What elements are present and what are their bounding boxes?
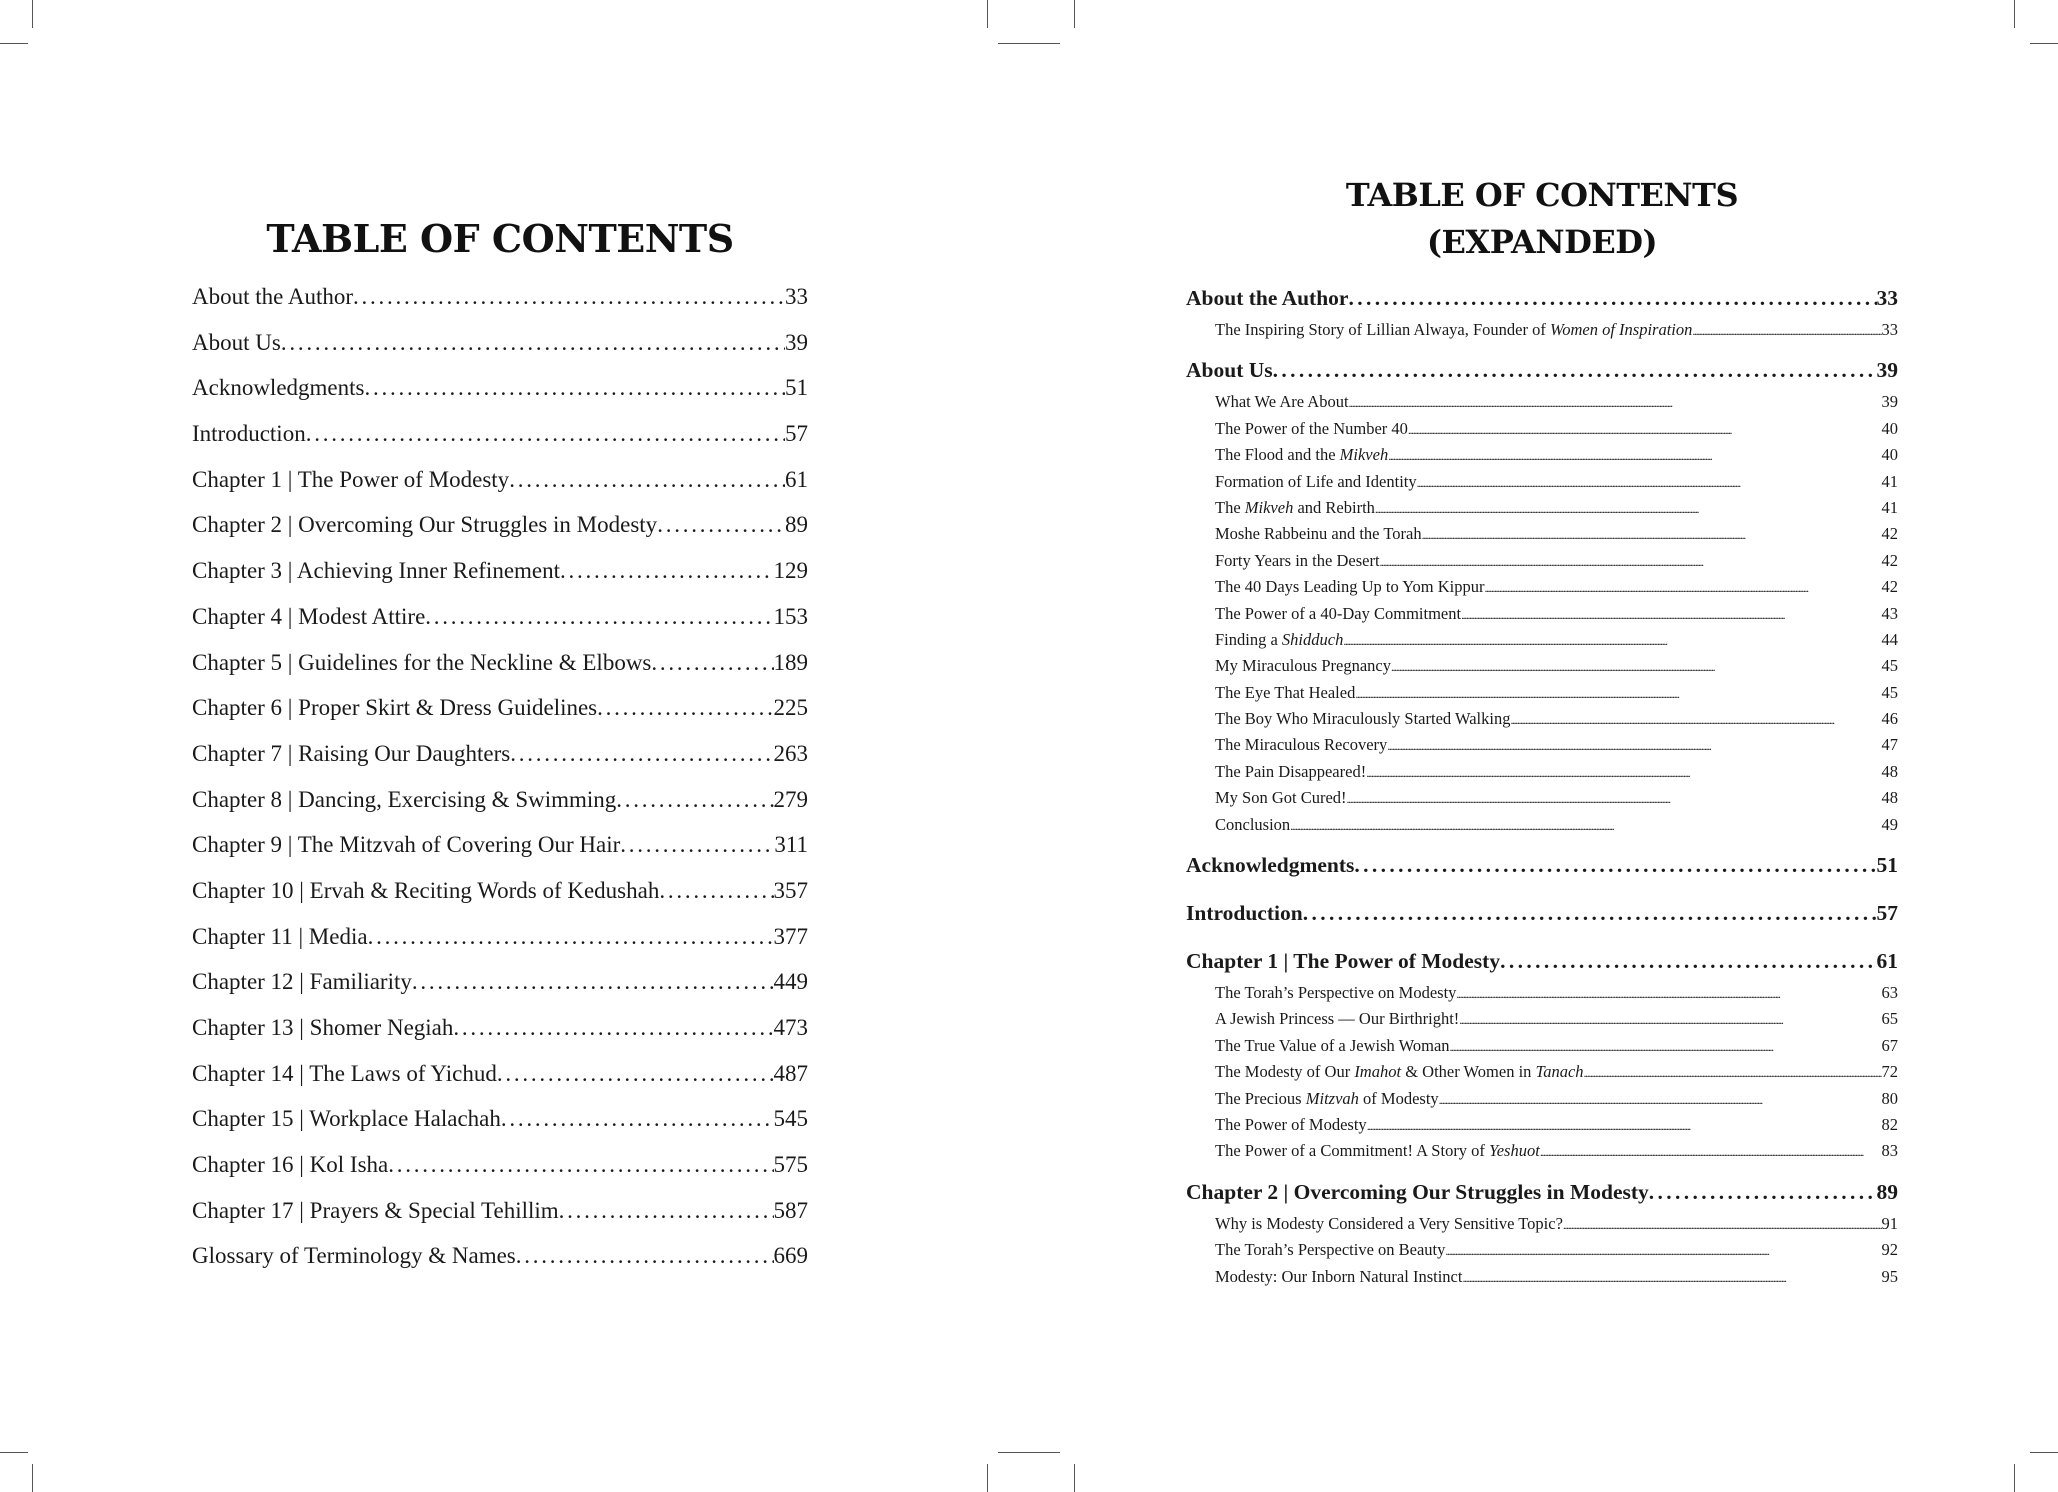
crop-mark	[998, 43, 1060, 44]
label-text: Formation of Life and Identity	[1215, 471, 1417, 491]
subsection-page-number: 67	[1881, 1035, 1898, 1055]
subsection-entry[interactable]	[1186, 392, 1898, 418]
title-line-1: TABLE OF CONTENTS	[1345, 176, 1739, 214]
dot-leader	[620, 832, 774, 858]
dot-leader	[516, 1243, 774, 1269]
dot-leader	[1459, 1009, 1881, 1029]
section-heading[interactable]	[1186, 1180, 1898, 1214]
subsection-label	[1215, 419, 1408, 439]
subsection-page-number: 33	[1881, 320, 1898, 339]
section-heading[interactable]	[1186, 358, 1898, 392]
dot-leader	[1355, 683, 1881, 703]
subsection-page-number: 44	[1881, 629, 1898, 649]
entry-label: Chapter 9 | The Mitzvah of Covering Our Hair	[192, 832, 621, 858]
crop-mark	[998, 1452, 1060, 1453]
entry-label: Chapter 6 | Proper Skirt & Dress Guidelines	[192, 695, 598, 721]
entry-label: Chapter 13 | Shomer Negiah	[192, 1015, 454, 1040]
subsection-entry[interactable]	[1186, 472, 1898, 498]
crop-mark	[32, 0, 33, 28]
dot-leader	[1273, 358, 1877, 383]
dot-leader	[1484, 577, 1881, 597]
toc-entry[interactable]	[192, 924, 808, 970]
entry-page-number: 449	[773, 969, 808, 995]
dot-leader	[1303, 901, 1877, 926]
crop-mark	[2014, 1464, 2015, 1492]
label-text: The Inspiring Story of Lillian Alwaya, Founder of	[1215, 320, 1550, 339]
label-text: & Other Women in	[1401, 1062, 1536, 1082]
label-text: The	[1215, 497, 1245, 517]
dot-leader	[509, 467, 785, 493]
crop-mark	[1074, 1464, 1075, 1492]
subsection-entry[interactable]	[1186, 762, 1898, 788]
entry-label: About the Author	[192, 284, 353, 309]
entry-page-number: 575	[773, 1152, 808, 1178]
toc-entry[interactable]	[192, 375, 808, 421]
toc-list	[192, 284, 808, 1289]
dot-leader	[616, 787, 773, 813]
dot-leader	[560, 558, 773, 584]
subsection-label	[1215, 1089, 1439, 1109]
entry-page-number: 33	[785, 284, 808, 309]
section-label: About the Author	[1186, 286, 1349, 310]
subsection-page-number: 48	[1881, 761, 1898, 781]
entry-page-number: 279	[773, 786, 808, 812]
entry-page-number: 473	[773, 1015, 808, 1040]
section-page-number: 33	[1876, 286, 1898, 310]
subsection-page-number: 72	[1881, 1062, 1898, 1082]
dot-leader	[1445, 1240, 1881, 1260]
label-text: My Miraculous Pregnancy	[1215, 656, 1391, 676]
label-text: Forty Years in the Desert	[1215, 550, 1380, 570]
section-heading[interactable]	[1186, 853, 1898, 887]
dot-leader	[1417, 472, 1882, 492]
subsection-entry[interactable]	[1186, 683, 1898, 709]
section-page-number: 57	[1876, 901, 1898, 926]
subsection-entry[interactable]	[1186, 604, 1898, 630]
section-label: Introduction	[1186, 901, 1303, 926]
dot-leader	[1366, 762, 1881, 782]
toc-entry[interactable]	[192, 1061, 808, 1107]
expanded-toc-list	[1186, 286, 1898, 1305]
toc-entry[interactable]	[192, 558, 808, 604]
dot-leader	[1584, 1062, 1882, 1082]
subsection-entry[interactable]	[1186, 498, 1898, 524]
entry-page-number: 129	[773, 558, 808, 584]
toc-section	[1186, 949, 1898, 1168]
label-text: The True Value of a Jewish Woman	[1215, 1035, 1450, 1055]
section-label: Chapter 1 | The Power of Modesty	[1186, 949, 1501, 974]
crop-mark	[987, 0, 988, 28]
crop-mark	[2030, 1452, 2058, 1453]
label-italic-text: Imahot	[1354, 1062, 1402, 1082]
toc-section	[1186, 1180, 1898, 1293]
entry-page-number: 263	[773, 740, 808, 766]
subsection-entry[interactable]	[1186, 983, 1898, 1009]
subsection-label	[1215, 498, 1375, 518]
page-title: TABLE OF CONTENTS	[266, 216, 734, 261]
entry-page-number: 61	[785, 466, 808, 492]
dot-leader	[1375, 498, 1882, 518]
entry-label: Introduction	[192, 421, 306, 447]
dot-leader	[453, 1015, 773, 1041]
dot-leader	[1290, 815, 1881, 835]
dot-leader	[1692, 320, 1881, 340]
entry-page-number: 89	[785, 512, 808, 538]
dot-leader	[281, 330, 785, 356]
subsection-label	[1215, 1214, 1563, 1234]
subsection-label	[1215, 524, 1422, 544]
toc-section	[1186, 853, 1898, 887]
entry-label: Chapter 12 | Familiarity	[192, 969, 412, 995]
entry-page-number: 669	[773, 1243, 808, 1269]
subsection-label	[1215, 392, 1349, 412]
entry-label: Chapter 16 | Kol Isha	[192, 1152, 389, 1178]
dot-leader	[1391, 656, 1882, 676]
label-text: The Eye That Healed	[1215, 682, 1356, 702]
toc-entry[interactable]	[192, 330, 808, 376]
page-title-expanded	[1186, 172, 1898, 266]
subsection-page-number: 42	[1881, 524, 1898, 544]
subsection-label	[1215, 1062, 1584, 1082]
subsection-entry[interactable]	[1186, 1115, 1898, 1141]
subsection-label	[1215, 762, 1366, 782]
subsection-entry[interactable]	[1186, 1009, 1898, 1035]
label-text: The Torah’s Perspective on Modesty	[1215, 983, 1457, 1003]
dot-leader	[1422, 524, 1882, 544]
toc-entry[interactable]	[192, 284, 808, 330]
dot-leader	[1540, 1141, 1882, 1161]
toc-entry[interactable]	[192, 1152, 808, 1198]
label-italic-text: Shidduch	[1281, 629, 1344, 649]
subsection-entry[interactable]	[1186, 709, 1898, 735]
toc-section	[1186, 358, 1898, 841]
dot-leader	[1500, 949, 1876, 974]
crop-mark	[2014, 0, 2015, 28]
subsection-entry[interactable]	[1186, 1036, 1898, 1062]
dot-leader	[1387, 735, 1881, 755]
label-text: Conclusion	[1215, 814, 1291, 834]
entry-page-number: 311	[774, 832, 808, 858]
crop-mark	[32, 1464, 33, 1492]
subsection-page-number: 49	[1881, 814, 1898, 834]
subsection-label	[1215, 472, 1417, 492]
dot-leader	[1343, 630, 1881, 650]
subsection-label	[1215, 551, 1380, 571]
subsection-page-number: 83	[1881, 1141, 1898, 1161]
label-text: What We Are About	[1215, 392, 1349, 412]
entry-page-number: 377	[773, 923, 808, 949]
subsection-label	[1215, 815, 1290, 835]
subsection-label	[1215, 445, 1388, 465]
title-line-2: (EXPANDED)	[1426, 223, 1658, 261]
label-italic-text: Tanach	[1535, 1062, 1584, 1082]
subsection-entry[interactable]	[1186, 788, 1898, 814]
entry-label: Chapter 5 | Guidelines for the Neckline & Elbows	[192, 649, 652, 675]
entry-page-number: 587	[773, 1197, 808, 1223]
subsection-entry[interactable]	[1186, 1141, 1898, 1167]
toc-entry[interactable]	[192, 741, 808, 787]
dot-leader	[1563, 1214, 1882, 1234]
subsection-entry[interactable]	[1186, 656, 1898, 682]
dot-leader	[1354, 853, 1876, 878]
dot-leader	[497, 1061, 774, 1087]
entry-label: Chapter 17 | Prayers & Special Tehillim	[192, 1197, 559, 1223]
dot-leader	[1462, 1267, 1881, 1287]
toc-entry[interactable]	[192, 832, 808, 878]
section-heading[interactable]	[1186, 286, 1898, 320]
dot-leader	[1510, 709, 1881, 729]
entry-label: Chapter 10 | Ervah & Reciting Words of Kedushah	[192, 877, 660, 903]
subsection-page-number: 48	[1881, 788, 1898, 808]
crop-mark	[987, 1464, 988, 1492]
label-text: My Son Got Cured!	[1215, 788, 1347, 808]
dot-leader	[1367, 1115, 1882, 1135]
entry-page-number: 57	[785, 421, 808, 447]
dot-leader	[501, 1106, 774, 1132]
toc-entry[interactable]	[192, 421, 808, 467]
subsection-page-number: 65	[1881, 1009, 1898, 1029]
toc-entry[interactable]	[192, 695, 808, 741]
subsection-page-number: 63	[1881, 983, 1898, 1003]
dot-leader	[1461, 604, 1881, 624]
entry-page-number: 51	[785, 375, 808, 401]
label-text: The Modesty of Our	[1215, 1062, 1355, 1082]
dot-leader	[1408, 419, 1882, 439]
subsection-label	[1215, 1141, 1540, 1161]
entry-label: Chapter 8 | Dancing, Exercising & Swimming	[192, 786, 617, 812]
toc-entry[interactable]	[192, 1015, 808, 1061]
subsection-entry[interactable]	[1186, 1267, 1898, 1293]
subsection-entry[interactable]	[1186, 1214, 1898, 1240]
dot-leader	[597, 695, 773, 721]
section-label: Chapter 2 | Overcoming Our Struggles in Modesty	[1186, 1179, 1649, 1204]
dot-leader	[353, 284, 785, 310]
subsection-label	[1215, 983, 1456, 1003]
label-text: and Rebirth	[1293, 497, 1375, 517]
dot-leader	[364, 375, 785, 401]
entry-label: Chapter 4 | Modest Attire	[192, 603, 426, 629]
entry-page-number: 189	[773, 649, 808, 675]
subsection-page-number: 39	[1881, 392, 1898, 412]
crop-mark	[0, 1452, 28, 1453]
label-text: Moshe Rabbeinu and the Torah	[1215, 524, 1422, 544]
subsection-page-number: 41	[1881, 497, 1898, 517]
label-italic-text: Yeshuot	[1489, 1141, 1540, 1161]
subsection-label	[1215, 1036, 1450, 1056]
label-text: The Power of a 40-Day Commitment	[1215, 603, 1462, 623]
subsection-page-number: 47	[1881, 735, 1898, 755]
subsection-page-number: 42	[1881, 577, 1898, 597]
dot-leader	[1388, 445, 1881, 465]
subsection-page-number: 91	[1881, 1213, 1898, 1233]
crop-mark	[0, 43, 28, 44]
subsection-entry[interactable]	[1186, 551, 1898, 577]
entry-page-number: 545	[773, 1106, 808, 1132]
entry-label: Chapter 14 | The Laws of Yichud	[192, 1060, 497, 1086]
crop-mark	[1074, 0, 1075, 28]
subsection-entry[interactable]	[1186, 419, 1898, 445]
toc-entry[interactable]	[192, 1243, 808, 1289]
entry-page-number: 39	[785, 329, 808, 355]
section-label: About Us	[1186, 358, 1273, 383]
dot-leader	[659, 878, 773, 904]
toc-entry[interactable]	[192, 1198, 808, 1244]
dot-leader	[657, 512, 785, 538]
entry-page-number: 357	[773, 877, 808, 903]
subsection-page-number: 45	[1881, 656, 1898, 676]
entry-label: Chapter 3 | Achieving Inner Refinement	[192, 558, 561, 584]
dot-leader	[1439, 1089, 1882, 1109]
label-italic-text: Women of Inspiration	[1550, 320, 1693, 339]
label-text: of Modesty	[1358, 1088, 1439, 1108]
dot-leader	[1380, 551, 1882, 571]
dot-leader	[368, 924, 774, 950]
subsection-entry[interactable]	[1186, 815, 1898, 841]
subsection-page-number: 46	[1881, 709, 1898, 729]
dot-leader	[1349, 392, 1882, 412]
subsection-page-number: 42	[1881, 550, 1898, 570]
section-label: Acknowledgments	[1186, 853, 1355, 878]
label-text: The Boy Who Miraculously Started Walking	[1215, 709, 1511, 729]
subsection-label	[1215, 604, 1461, 624]
subsection-entry[interactable]	[1186, 630, 1898, 656]
label-text: The Pain Disappeared!	[1215, 761, 1367, 781]
subsection-page-number: 92	[1881, 1240, 1898, 1260]
subsection-label	[1215, 788, 1347, 808]
entry-label: Chapter 1 | The Power of Modesty	[192, 466, 510, 492]
toc-entry[interactable]	[192, 1106, 808, 1152]
label-text: The 40 Days Leading Up to Yom Kippur	[1215, 577, 1485, 597]
subsection-label	[1215, 1115, 1367, 1135]
label-text: The Power of a Commitment! A Story of	[1215, 1141, 1490, 1161]
subsection-label	[1215, 630, 1343, 650]
subsection-page-number: 40	[1881, 418, 1898, 438]
toc-entry[interactable]	[192, 969, 808, 1015]
entry-label: About Us	[192, 329, 281, 355]
dot-leader	[1649, 1180, 1877, 1205]
label-text: Modesty: Our Inborn Natural Instinct	[1215, 1266, 1463, 1286]
dot-leader	[510, 741, 773, 767]
section-page-number: 89	[1876, 1179, 1898, 1204]
subsection-page-number: 82	[1881, 1114, 1898, 1134]
label-text: The Torah’s Perspective on Beauty	[1215, 1240, 1446, 1260]
subsection-page-number: 95	[1881, 1266, 1898, 1286]
entry-page-number: 225	[773, 695, 808, 721]
subsection-entry[interactable]	[1186, 320, 1898, 346]
toc-entry[interactable]	[192, 604, 808, 650]
entry-label: Chapter 2 | Overcoming Our Struggles in Modesty	[192, 512, 658, 538]
toc-section	[1186, 901, 1898, 935]
entry-label: Chapter 15 | Workplace Halachah	[192, 1106, 501, 1132]
section-heading[interactable]	[1186, 949, 1898, 983]
toc-entry[interactable]	[192, 878, 808, 924]
entry-label: Acknowledgments	[192, 375, 365, 401]
subsection-label	[1215, 1009, 1459, 1029]
dot-leader	[1347, 788, 1882, 808]
subsection-label	[1215, 709, 1510, 729]
subsection-page-number: 80	[1881, 1088, 1898, 1108]
section-page-number: 61	[1876, 949, 1898, 974]
dot-leader	[559, 1198, 774, 1224]
subsection-label	[1215, 735, 1387, 755]
label-text: The Precious	[1215, 1088, 1306, 1108]
subsection-entry[interactable]	[1186, 1240, 1898, 1266]
toc-entry[interactable]	[192, 787, 808, 833]
dot-leader	[425, 604, 773, 630]
entry-label: Chapter 11 | Media	[192, 923, 368, 949]
label-text: The Flood and the	[1215, 445, 1340, 465]
subsection-page-number: 41	[1881, 471, 1898, 491]
subsection-page-number: 43	[1881, 603, 1898, 623]
entry-label: Chapter 7 | Raising Our Daughters	[192, 740, 511, 766]
toc-entry[interactable]	[192, 512, 808, 558]
dot-leader	[306, 421, 785, 447]
section-page-number: 39	[1876, 358, 1898, 383]
label-text: A Jewish Princess — Our Birthright!	[1215, 1009, 1460, 1029]
label-text: Why is Modesty Considered a Very Sensitive Topic?	[1215, 1213, 1563, 1233]
dot-leader	[1450, 1036, 1882, 1056]
entry-page-number: 153	[773, 603, 808, 629]
subsection-label	[1215, 1240, 1445, 1260]
toc-entry[interactable]	[192, 467, 808, 513]
entry-page-number: 487	[773, 1060, 808, 1086]
toc-section	[1186, 286, 1898, 346]
dot-leader	[651, 650, 773, 676]
subsection-entry[interactable]	[1186, 1062, 1898, 1088]
dot-leader	[1348, 286, 1876, 311]
label-italic-text: Mikveh	[1339, 445, 1389, 465]
label-text: The Miraculous Recovery	[1215, 735, 1388, 755]
dot-leader	[1456, 983, 1881, 1003]
subsection-label	[1215, 577, 1484, 597]
crop-mark	[2030, 43, 2058, 44]
label-text: The Power of Modesty	[1215, 1114, 1367, 1134]
subsection-page-number: 45	[1881, 682, 1898, 702]
section-heading[interactable]	[1186, 901, 1898, 935]
section-page-number: 51	[1876, 853, 1898, 878]
subsection-entry[interactable]	[1186, 735, 1898, 761]
label-italic-text: Mitzvah	[1305, 1088, 1359, 1108]
subsection-entry[interactable]	[1186, 577, 1898, 603]
subsection-entry[interactable]	[1186, 1089, 1898, 1115]
subsection-page-number: 40	[1881, 445, 1898, 465]
subsection-label	[1215, 683, 1355, 703]
label-text: The Power of the Number 40	[1215, 418, 1408, 438]
dot-leader	[412, 969, 774, 995]
subsection-label	[1215, 1267, 1462, 1287]
subsection-entry[interactable]	[1186, 524, 1898, 550]
entry-label: Glossary of Terminology & Names	[192, 1243, 516, 1269]
dot-leader	[388, 1152, 773, 1178]
label-text: Finding a	[1215, 629, 1282, 649]
label-italic-text: Mikveh	[1244, 497, 1294, 517]
subsection-label	[1215, 656, 1391, 676]
toc-entry[interactable]	[192, 650, 808, 696]
subsection-label	[1215, 320, 1692, 340]
subsection-entry[interactable]	[1186, 445, 1898, 471]
